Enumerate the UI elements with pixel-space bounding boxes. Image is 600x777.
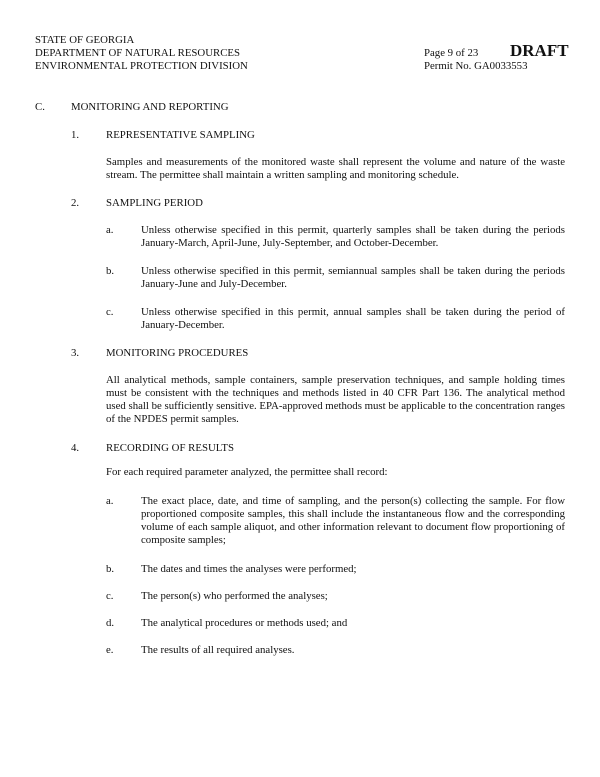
sub-text: The person(s) who performed the analyses; xyxy=(141,590,328,602)
page-header xyxy=(35,34,575,73)
agency-line: STATE OF GEORGIA xyxy=(35,34,135,46)
page-number: Page 9 of 23 xyxy=(424,47,479,59)
sub-text: The analytical procedures or methods used; and xyxy=(141,617,348,629)
sub-text: Unless otherwise specified in this permit, semiannual samples shall be taken during the periods January-June and July-December. xyxy=(141,265,565,290)
item-title: SAMPLING PERIOD xyxy=(106,197,203,209)
sub-text: The exact place, date, and time of sampling, and the person(s) collecting the sample. For flow proportioned composite samples, this shall include the instantaneous flow and the corresponding volume of each sample aliquot, and other information relevant to document flow proportioning of composite samples; xyxy=(141,495,565,546)
item-body: Samples and measurements of the monitored waste shall represent the volume and nature of the waste stream. The permittee shall maintain a written sampling and monitoring schedule. xyxy=(106,156,565,181)
item-number: 3. xyxy=(71,347,80,359)
permit-number: Permit No. GA0033553 xyxy=(424,60,528,72)
sub-letter: a. xyxy=(106,224,114,236)
item-number: 4. xyxy=(71,442,80,454)
agency-line: ENVIRONMENTAL PROTECTION DIVISION xyxy=(35,60,248,72)
item-title: MONITORING PROCEDURES xyxy=(106,347,249,359)
sub-text: Unless otherwise specified in this permit, annual samples shall be taken during the period of January-December. xyxy=(141,306,565,331)
draft-stamp: DRAFT xyxy=(510,41,569,60)
agency-line: DEPARTMENT OF NATURAL RESOURCES xyxy=(35,47,241,59)
sub-letter: c. xyxy=(106,590,114,602)
item-body: All analytical methods, sample containers, sample preservation techniques, and sample holding times must be consistent with the techniques and methods listed in 40 CFR Part 136. The analytical method used shall be sufficiently sensitive. EPA-approved methods must be applicable to the concentration ranges of the NPDES permit samples. xyxy=(106,374,565,425)
sub-text: The dates and times the analyses were performed; xyxy=(141,563,357,575)
sub-text: Unless otherwise specified in this permit, quarterly samples shall be taken during the periods January-March, April-June, July-September, and October-December. xyxy=(141,224,565,249)
sub-text: The results of all required analyses. xyxy=(141,644,295,656)
sub-letter: d. xyxy=(106,617,115,629)
item-number: 2. xyxy=(71,197,80,209)
sub-letter: c. xyxy=(106,306,114,318)
item-intro: For each required parameter analyzed, the permittee shall record: xyxy=(106,466,388,478)
item-title: RECORDING OF RESULTS xyxy=(106,442,234,454)
section-title: MONITORING AND REPORTING xyxy=(71,101,229,113)
sub-letter: b. xyxy=(106,265,115,277)
sub-letter: a. xyxy=(106,495,114,507)
section-number: C. xyxy=(35,101,45,113)
item-number: 1. xyxy=(71,129,80,141)
item-title: REPRESENTATIVE SAMPLING xyxy=(106,129,255,141)
sub-letter: e. xyxy=(106,644,114,656)
sub-letter: b. xyxy=(106,563,115,575)
